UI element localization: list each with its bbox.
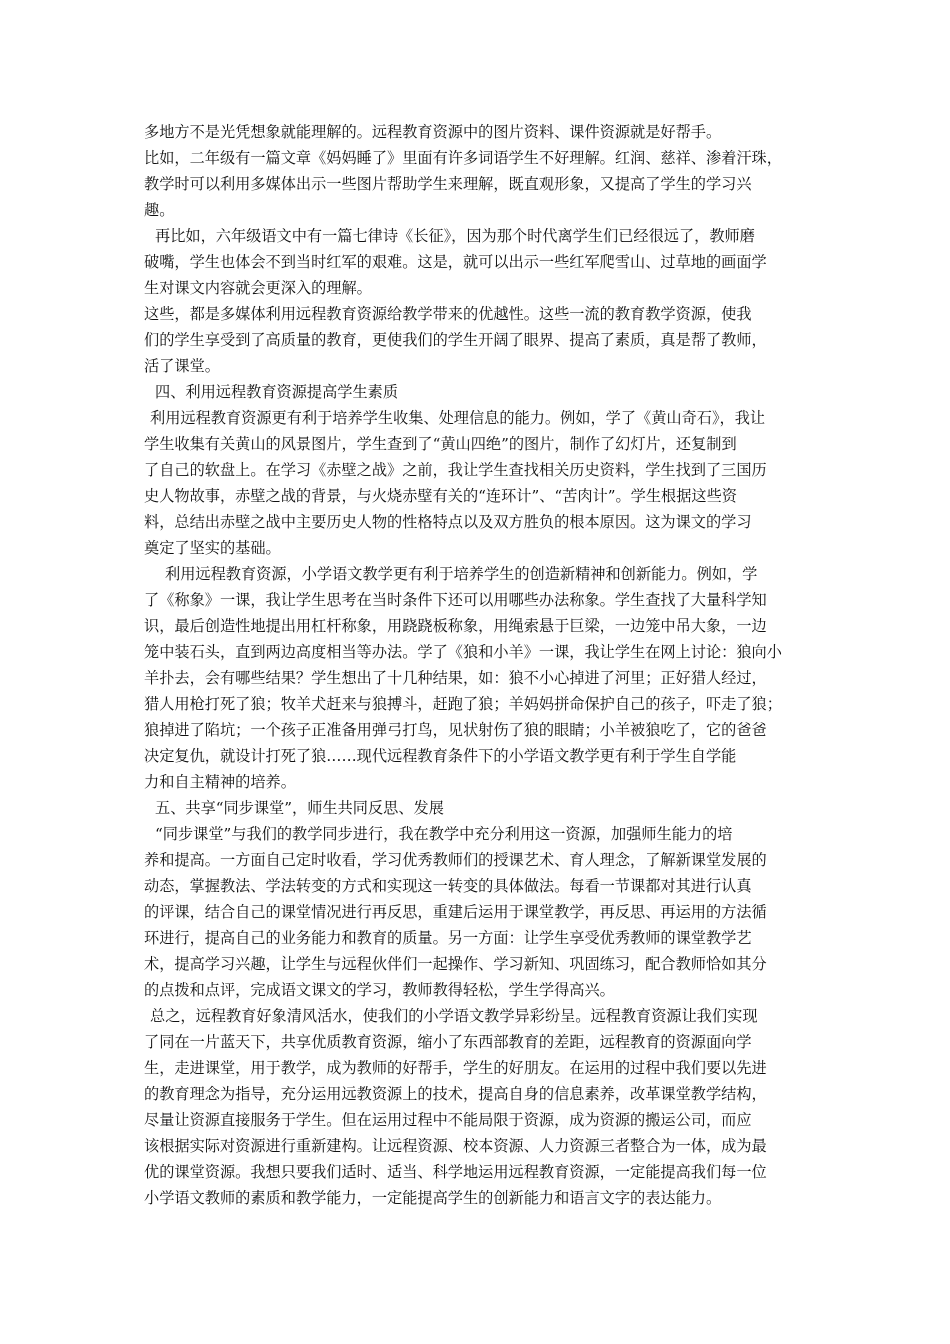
- text-line: 养和提高。一方面自己定时收看，学习优秀教师们的授课艺术、育人理念，了解新课堂发展的: [144, 851, 767, 869]
- text-line: 了同在一片蓝天下，共享优质教育资源，缩小了东西部教育的差距，远程教育的资源面向学: [144, 1033, 752, 1051]
- text-line: 优的课堂资源。我想只要我们适时、适当、科学地运用远程教育资源，一定能提高我们每一位: [144, 1163, 767, 1181]
- text-line: 羊扑去，会有哪些结果？学生想出了十几种结果，如：狼不小心掉进了河里；正好猎人经过，: [144, 669, 767, 687]
- text-line: 小学语文教师的素质和教学能力，一定能提高学生的创新能力和语言文字的表达能力。: [144, 1189, 722, 1207]
- text-line: 动态，掌握教法、学法转变的方式和实现这一转变的具体做法。每看一节课都对其进行认真: [144, 877, 752, 895]
- text-line: 术，提高学习兴趣，让学生与远程伙伴们一起操作、学习新知、巩固练习，配合教师恰如其分: [144, 955, 767, 973]
- text-line: 们的学生享受到了高质量的教育，更使我们的学生开阔了眼界、提高了素质，真是帮了教师，: [144, 331, 767, 349]
- text-line: 教学时可以利用多媒体出示一些图片帮助学生来理解，既直观形象，又提高了学生的学习兴: [144, 175, 752, 193]
- text-line: 环进行，提高自己的业务能力和教育的质量。另一方面：让学生享受优秀教师的课堂教学艺: [144, 929, 752, 947]
- text-line: 笼中装石头，直到两边高度相当等办法。学了《狼和小羊》一课，我让学生在网上讨论：狼向小: [144, 643, 782, 661]
- text-line: 料，总结出赤壁之战中主要历史人物的性格特点以及双方胜负的根本原因。这为课文的学习: [144, 513, 752, 531]
- text-line: 史人物故事，赤壁之战的背景，与火烧赤壁有关的“连环计”、“苦肉计”。学生根据这些资: [144, 487, 737, 505]
- text-line: 再比如，六年级语文中有一篇七律诗《长征》，因为那个时代离学生们已经很远了，教师磨: [155, 227, 755, 245]
- text-line: 趣。: [144, 201, 175, 219]
- text-line: 该根据实际对资源进行重新建构。让远程资源、校本资源、人力资源三者整合为一体，成为最: [144, 1137, 767, 1155]
- text-line: 的点拨和点评，完成语文课文的学习，教师教得轻松，学生学得高兴。: [144, 981, 615, 999]
- text-line: 生对课文内容就会更深入的理解。: [144, 279, 372, 297]
- text-line: 多地方不是光凭想象就能理解的。远程教育资源中的图片资料、课件资源就是好帮手。: [144, 123, 722, 141]
- text-line: 尽量让资源直接服务于学生。但在运用过程中不能局限于资源，成为资源的搬运公司，而应: [144, 1111, 752, 1129]
- text-line: 的教育理念为指导，充分运用远教资源上的技术，提高自身的信息素养，改革课堂教学结构，: [144, 1085, 767, 1103]
- text-line: 的评课，结合自己的课堂情况进行再反思，重建后运用于课堂教学，再反思、再运用的方法循: [144, 903, 767, 921]
- text-line: 猎人用枪打死了狼；牧羊犬赶来与狼搏斗，赶跑了狼；羊妈妈拼命保护自己的孩子，吓走了狼；: [144, 695, 782, 713]
- document-body: [144, 119, 814, 1211]
- text-line: 总之，远程教育好象清风活水，使我们的小学语文教学异彩纷呈。远程教育资源让我们实现: [150, 1007, 758, 1025]
- text-line: “同步课堂”与我们的教学同步进行，我在教学中充分利用这一资源，加强师生能力的培: [155, 825, 733, 843]
- text-line: 利用远程教育资源更有利于培养学生收集、处理信息的能力。例如，学了《黄山奇石》，我让: [150, 409, 766, 427]
- text-line: 生，走进课堂，用于教学，成为教师的好帮手，学生的好朋友。在运用的过程中我们要以先进: [144, 1059, 767, 1077]
- text-line: 了《称象》一课，我让学生思考在当时条件下还可以用哪些办法称象。学生查找了大量科学知: [144, 591, 767, 609]
- text-line: 狼掉进了陷坑；一个孩子正准备用弹弓打鸟，见状射伤了狼的眼睛；小羊被狼吃了，它的爸爸: [144, 721, 767, 739]
- text-line: 比如，二年级有一篇文章《妈妈睡了》里面有许多词语学生不好理解。红润、慈祥、渗着汗珠，: [144, 149, 782, 167]
- text-line: 活了课堂。: [144, 357, 220, 375]
- text-line: 决定复仇，就设计打死了狼……现代远程教育条件下的小学语文教学更有利于学生自学能: [144, 747, 737, 765]
- text-line: 利用远程教育资源，小学语文教学更有利于培养学生的创造新精神和创新能力。例如，学: [165, 565, 758, 583]
- text-line: 力和自主精神的培养。: [144, 773, 296, 791]
- text-line: 奠定了坚实的基础。: [144, 539, 281, 557]
- section-heading: 四、利用远程教育资源提高学生素质: [155, 383, 398, 401]
- section-heading: 五、共享“同步课堂”，师生共同反思、发展: [155, 799, 444, 817]
- text-line: 了自己的软盘上。在学习《赤壁之战》之前，我让学生查找相关历史资料，学生找到了三国历: [144, 461, 767, 479]
- text-line: 破嘴，学生也体会不到当时红军的艰难。这是，就可以出示一些红军爬雪山、过草地的画面学: [144, 253, 767, 271]
- text-line: 识，最后创造性地提出用杠杆称象，用跷跷板称象，用绳索悬于巨梁，一边笼中吊大象，一边: [144, 617, 767, 635]
- text-line: 这些，都是多媒体利用远程教育资源给教学带来的优越性。这些一流的教育教学资源，使我: [144, 305, 752, 323]
- text-line: 学生收集有关黄山的风景图片，学生查到了“黄山四绝”的图片，制作了幻灯片，还复制到: [144, 435, 737, 453]
